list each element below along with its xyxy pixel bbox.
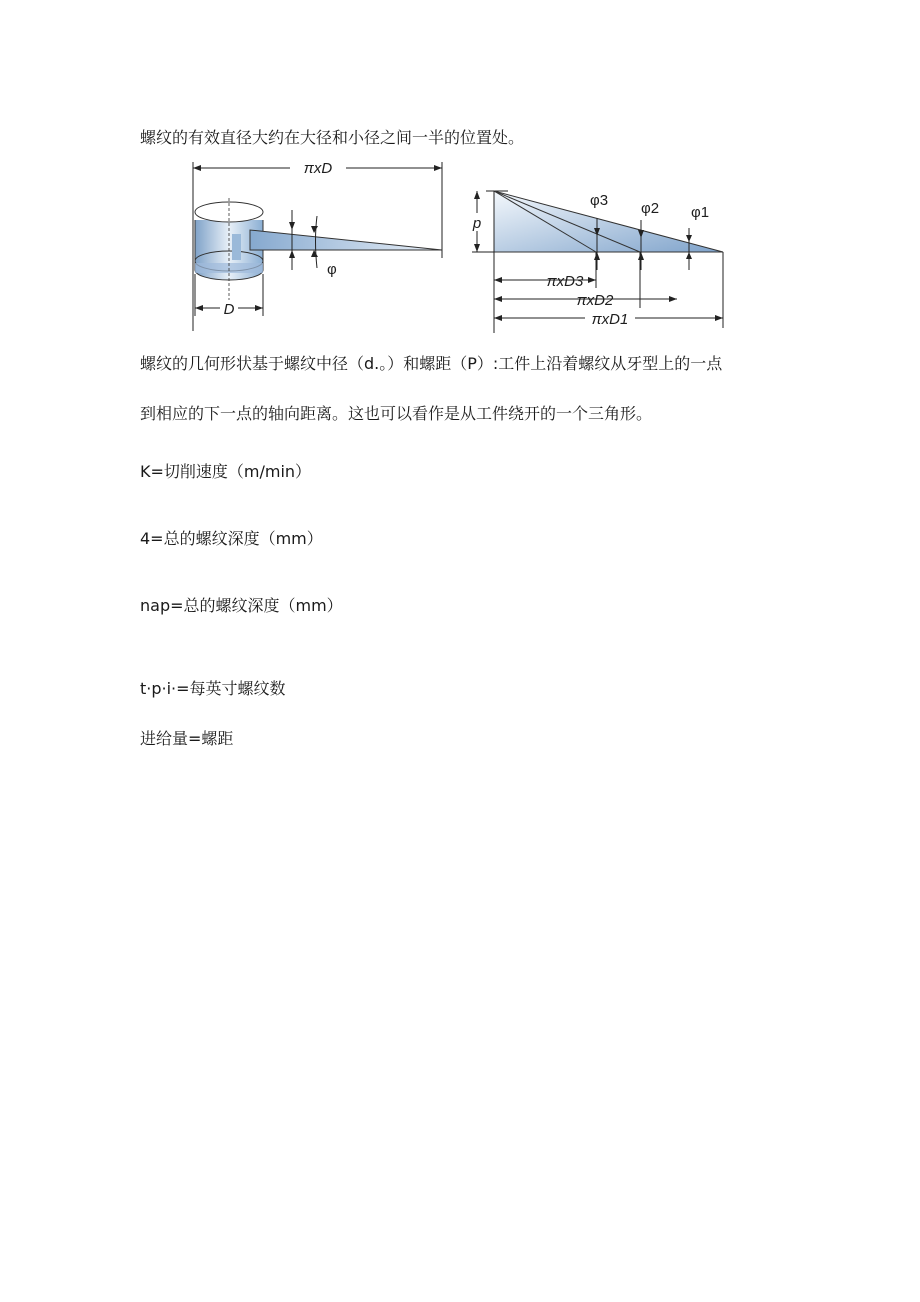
unwrapped-triangle (250, 230, 442, 250)
paragraph-thread-geometry: 螺纹的几何形状基于螺纹中径（d.。）和螺距（P）:工件上沿着螺纹从牙型上的一点 (140, 354, 723, 373)
right-diagram (469, 191, 723, 333)
paragraph-effective-diameter: 螺纹的有效直径大约在大径和小径之间一半的位置处。 (140, 128, 525, 147)
label-xD2: πxD2 (576, 292, 614, 309)
label-phi3: φ3 (590, 192, 609, 209)
label-pixD1: πxD1 (591, 311, 629, 328)
paragraph-tpi: t·p·i·=每英寸螺纹数 (140, 679, 286, 698)
thread-geometry-figure (190, 158, 730, 333)
label-phi: φ (327, 261, 337, 278)
label-D: D (223, 301, 235, 318)
label-p: p (472, 215, 482, 232)
paragraph-thread-depth-4: 4=总的螺纹深度（mm） (140, 529, 323, 548)
left-diagram (193, 160, 442, 331)
label-phi2: φ2 (641, 200, 660, 217)
label-pixD3: πxD3 (546, 273, 584, 290)
paragraph-thread-depth-nap: nap=总的螺纹深度（mm） (140, 596, 343, 615)
label-phi1: φ1 (691, 204, 710, 221)
paragraph-cutting-speed: K=切削速度（m/min） (140, 462, 312, 481)
label-pixD: πxD (303, 160, 333, 177)
paragraph-triangle: 到相应的下一点的轴向距离。这也可以看作是从工件绕开的一个三角形。 (140, 404, 653, 423)
paragraph-feed: 进给量=螺距 (140, 729, 234, 748)
